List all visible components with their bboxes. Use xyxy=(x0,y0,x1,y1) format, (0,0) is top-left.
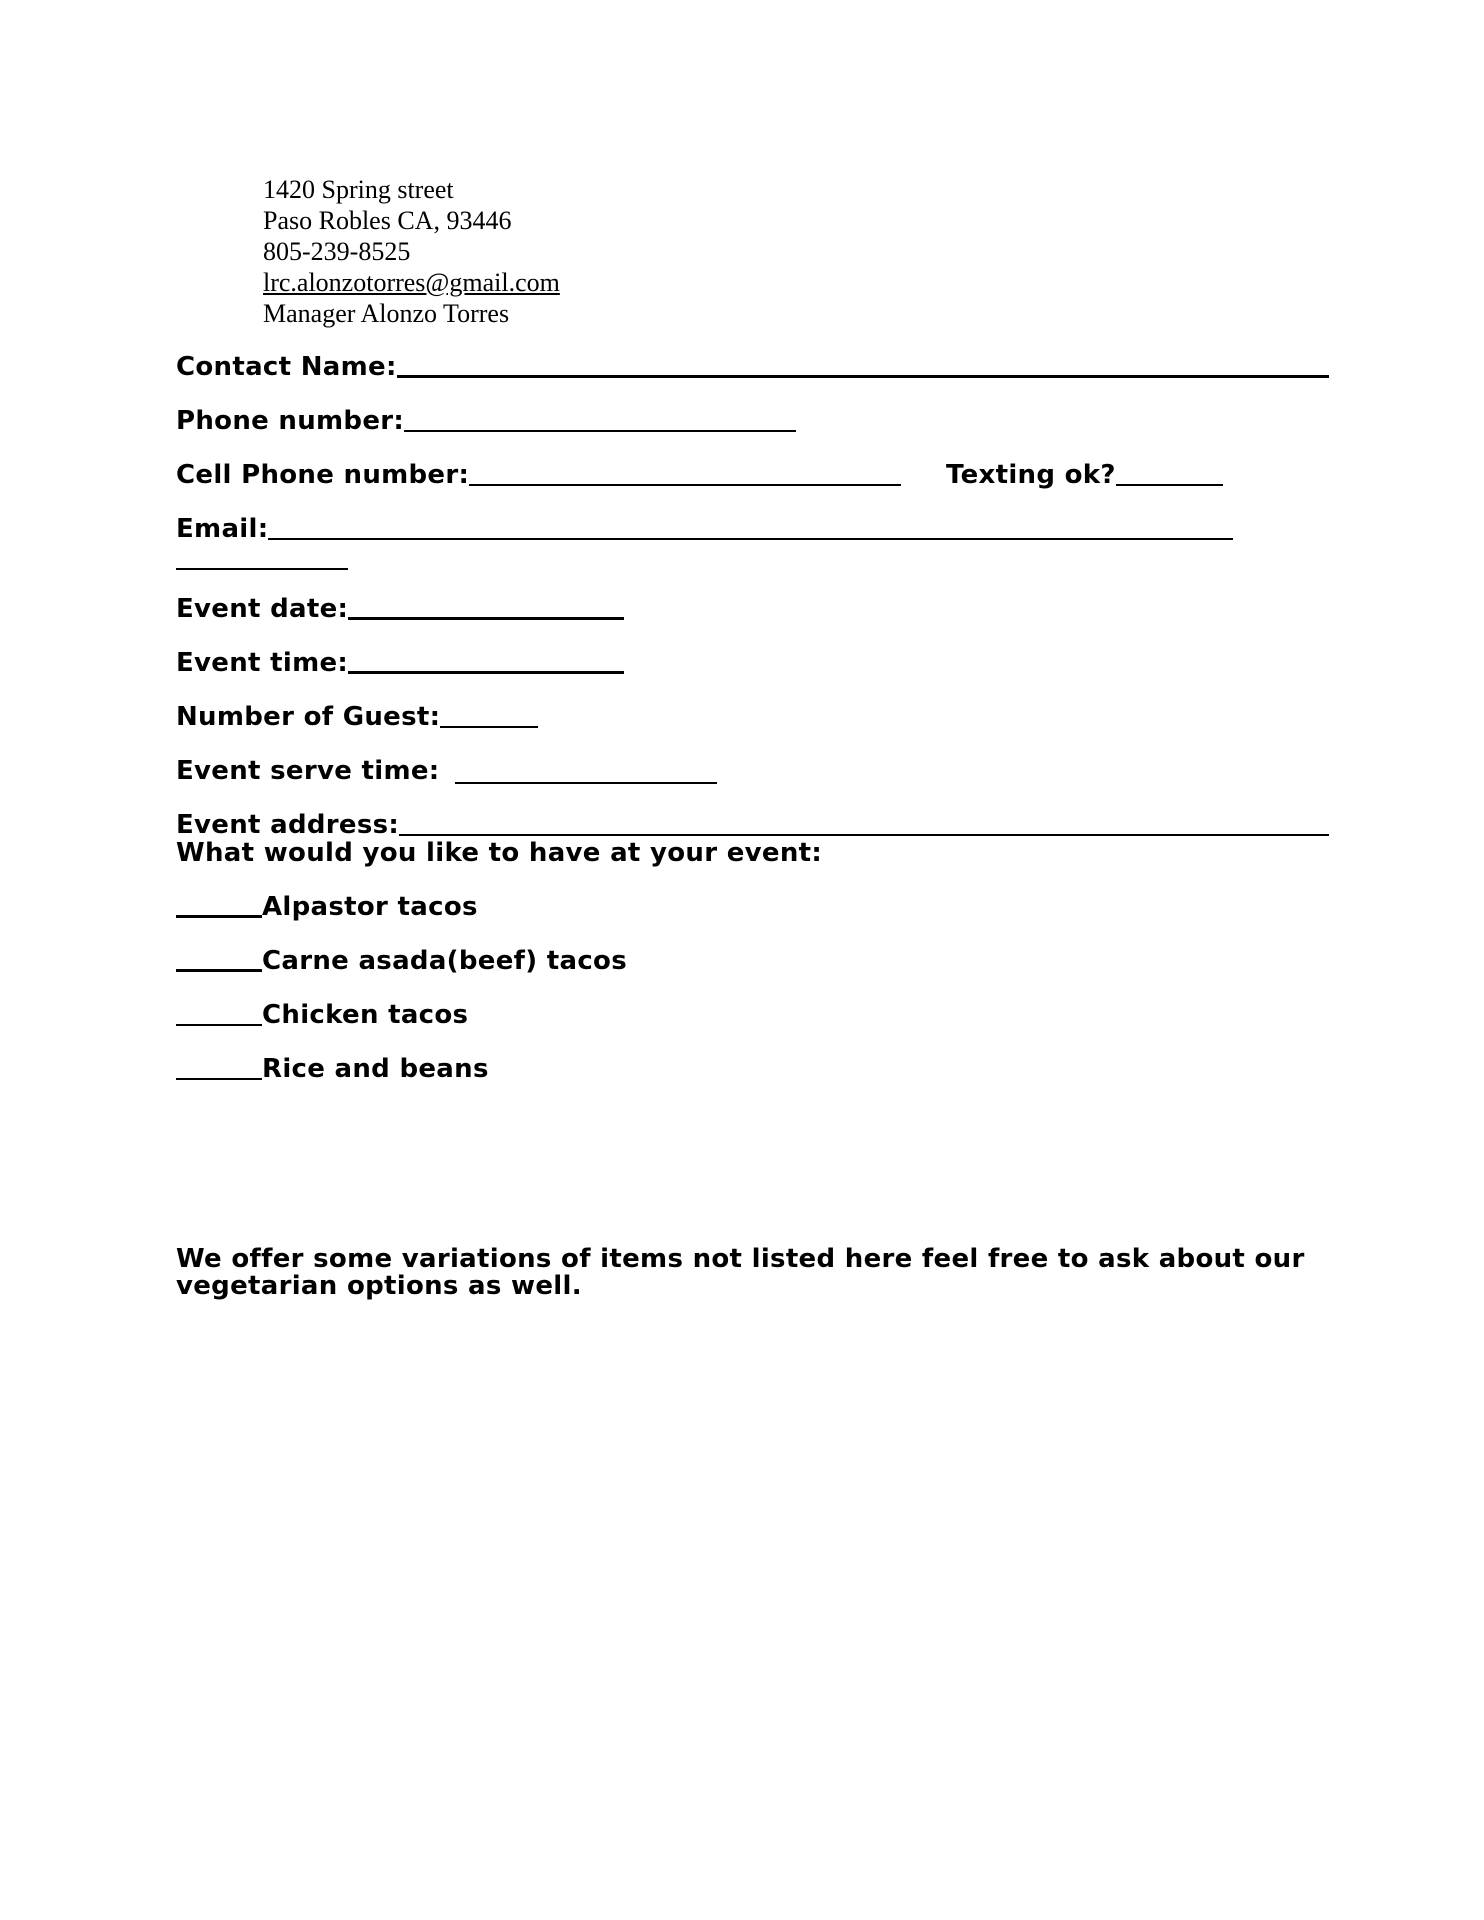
menu-question: What would you like to have at your event: xyxy=(176,838,823,868)
serve-time-row xyxy=(176,756,717,786)
email-field-continuation[interactable] xyxy=(176,568,348,570)
email-field[interactable] xyxy=(268,538,1233,540)
event-date-label: Event date: xyxy=(176,594,349,624)
menu-item-label: Rice and beans xyxy=(262,1054,489,1084)
guests-row xyxy=(176,702,538,732)
business-header xyxy=(263,174,560,329)
phone-number-label: Phone number: xyxy=(176,406,405,436)
texting-ok-field[interactable] xyxy=(1116,484,1223,486)
menu-item-row xyxy=(176,1000,468,1030)
event-time-label: Event time: xyxy=(176,648,349,678)
guests-label: Number of Guest: xyxy=(176,702,441,732)
menu-item-checkbox-line[interactable] xyxy=(176,969,262,972)
manager-name: Manager Alonzo Torres xyxy=(263,299,510,328)
address-line-1: 1420 Spring street xyxy=(263,175,454,204)
address-line-2: Paso Robles CA, 93446 xyxy=(263,206,512,235)
cell-phone-field[interactable] xyxy=(469,484,901,486)
cell-phone-row xyxy=(176,460,901,490)
business-email-link[interactable]: lrc.alonzotorres@gmail.com xyxy=(263,268,560,297)
menu-item-label: Carne asada(beef) tacos xyxy=(262,946,627,976)
contact-name-label: Contact Name: xyxy=(176,352,397,382)
menu-item-label: Chicken tacos xyxy=(262,1000,469,1030)
email-label: Email: xyxy=(176,514,269,544)
phone-number-field[interactable] xyxy=(404,430,796,432)
guests-field[interactable] xyxy=(440,726,538,728)
texting-row xyxy=(946,460,1223,490)
menu-item-row xyxy=(176,946,627,976)
phone-number-row xyxy=(176,406,796,436)
menu-item-row xyxy=(176,1054,489,1084)
event-time-row xyxy=(176,648,624,678)
menu-item-row xyxy=(176,892,478,922)
event-address-field[interactable] xyxy=(399,834,1329,836)
menu-item-checkbox-line[interactable] xyxy=(176,915,262,918)
menu-item-label: Alpastor tacos xyxy=(262,892,478,922)
event-address-label: Event address: xyxy=(176,810,400,840)
business-phone: 805-239-8525 xyxy=(263,237,411,266)
footer-note-line-1: We offer some variations of items not listed here feel free to ask about our xyxy=(176,1244,1305,1274)
footer-note-line-2: vegetarian options as well. xyxy=(176,1271,582,1301)
serve-time-label: Event serve time: xyxy=(176,756,440,786)
contact-name-row xyxy=(176,352,1329,382)
event-date-field[interactable] xyxy=(348,617,624,620)
serve-time-field[interactable] xyxy=(455,782,717,784)
cell-phone-label: Cell Phone number: xyxy=(176,460,470,490)
texting-ok-label: Texting ok? xyxy=(946,460,1116,490)
event-time-field[interactable] xyxy=(348,671,624,674)
email-row xyxy=(176,514,1233,544)
event-date-row xyxy=(176,594,624,624)
contact-name-field[interactable] xyxy=(397,375,1329,378)
event-address-row xyxy=(176,810,1329,840)
footer-note xyxy=(176,1246,1305,1300)
menu-item-checkbox-line[interactable] xyxy=(176,1078,262,1080)
menu-item-checkbox-line[interactable] xyxy=(176,1024,262,1026)
